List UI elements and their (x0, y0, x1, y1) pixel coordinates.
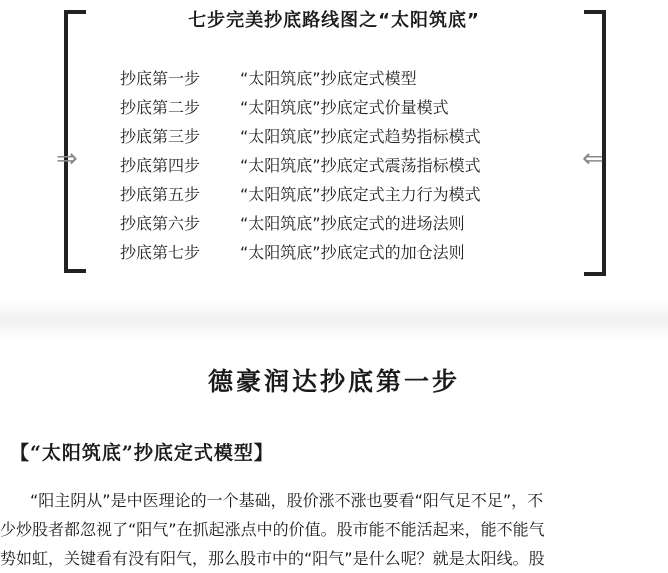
step-desc: “太阳筑底”抄底定式的进场法则 (240, 214, 465, 233)
step-name: 抄底第六步 (120, 214, 201, 233)
step-desc: “太阳筑底”抄底定式价量模式 (240, 98, 449, 117)
step-item (120, 64, 481, 93)
left-bracket (64, 10, 86, 273)
step-name: 抄底第五步 (120, 185, 201, 204)
step-item (120, 93, 481, 122)
body-line: 势如虹，关键看有没有阳气，那么股市中的“阳气”是什么呢？就是太阳线。股 (0, 549, 545, 568)
step-desc: “太阳筑底”抄底定式趋势指标模式 (240, 127, 481, 146)
step-desc: “太阳筑底”抄底定式模型 (240, 69, 417, 88)
step-name: 抄底第四步 (120, 156, 201, 175)
step-item (120, 238, 481, 267)
body-paragraph (0, 486, 668, 573)
step-desc: “太阳筑底”抄底定式震荡指标模式 (240, 156, 481, 175)
arrow-right-icon: ⇒ (56, 144, 78, 174)
body-line: “阳主阴从”是中医理论的一个基础，股价涨不涨也要看“阳气足不足”，不 (30, 491, 544, 510)
step-item (120, 151, 481, 180)
right-bracket (584, 10, 606, 276)
roadmap-title: 七步完美抄底路线图之“太阳筑底” (188, 10, 480, 31)
subheading: 【“太阳筑底”抄底定式模型】 (10, 442, 274, 464)
step-name: 抄底第三步 (120, 127, 201, 146)
step-item (120, 180, 481, 209)
step-desc: “太阳筑底”抄底定式的加仓法则 (240, 243, 465, 262)
section-divider (0, 300, 668, 340)
arrow-left-icon: ⇐ (582, 144, 604, 174)
step-name: 抄底第二步 (120, 98, 201, 117)
body-line: 少炒股者都忽视了“阳气”在抓起涨点中的价值。股市能不能活起来，能不能气 (0, 520, 545, 539)
step-name: 抄底第七步 (120, 243, 201, 262)
step-item (120, 209, 481, 238)
step-name: 抄底第一步 (120, 69, 201, 88)
section-heading: 德豪润达抄底第一步 (207, 367, 460, 396)
step-item (120, 122, 481, 151)
step-desc: “太阳筑底”抄底定式主力行为模式 (240, 185, 481, 204)
steps-list (120, 64, 481, 267)
